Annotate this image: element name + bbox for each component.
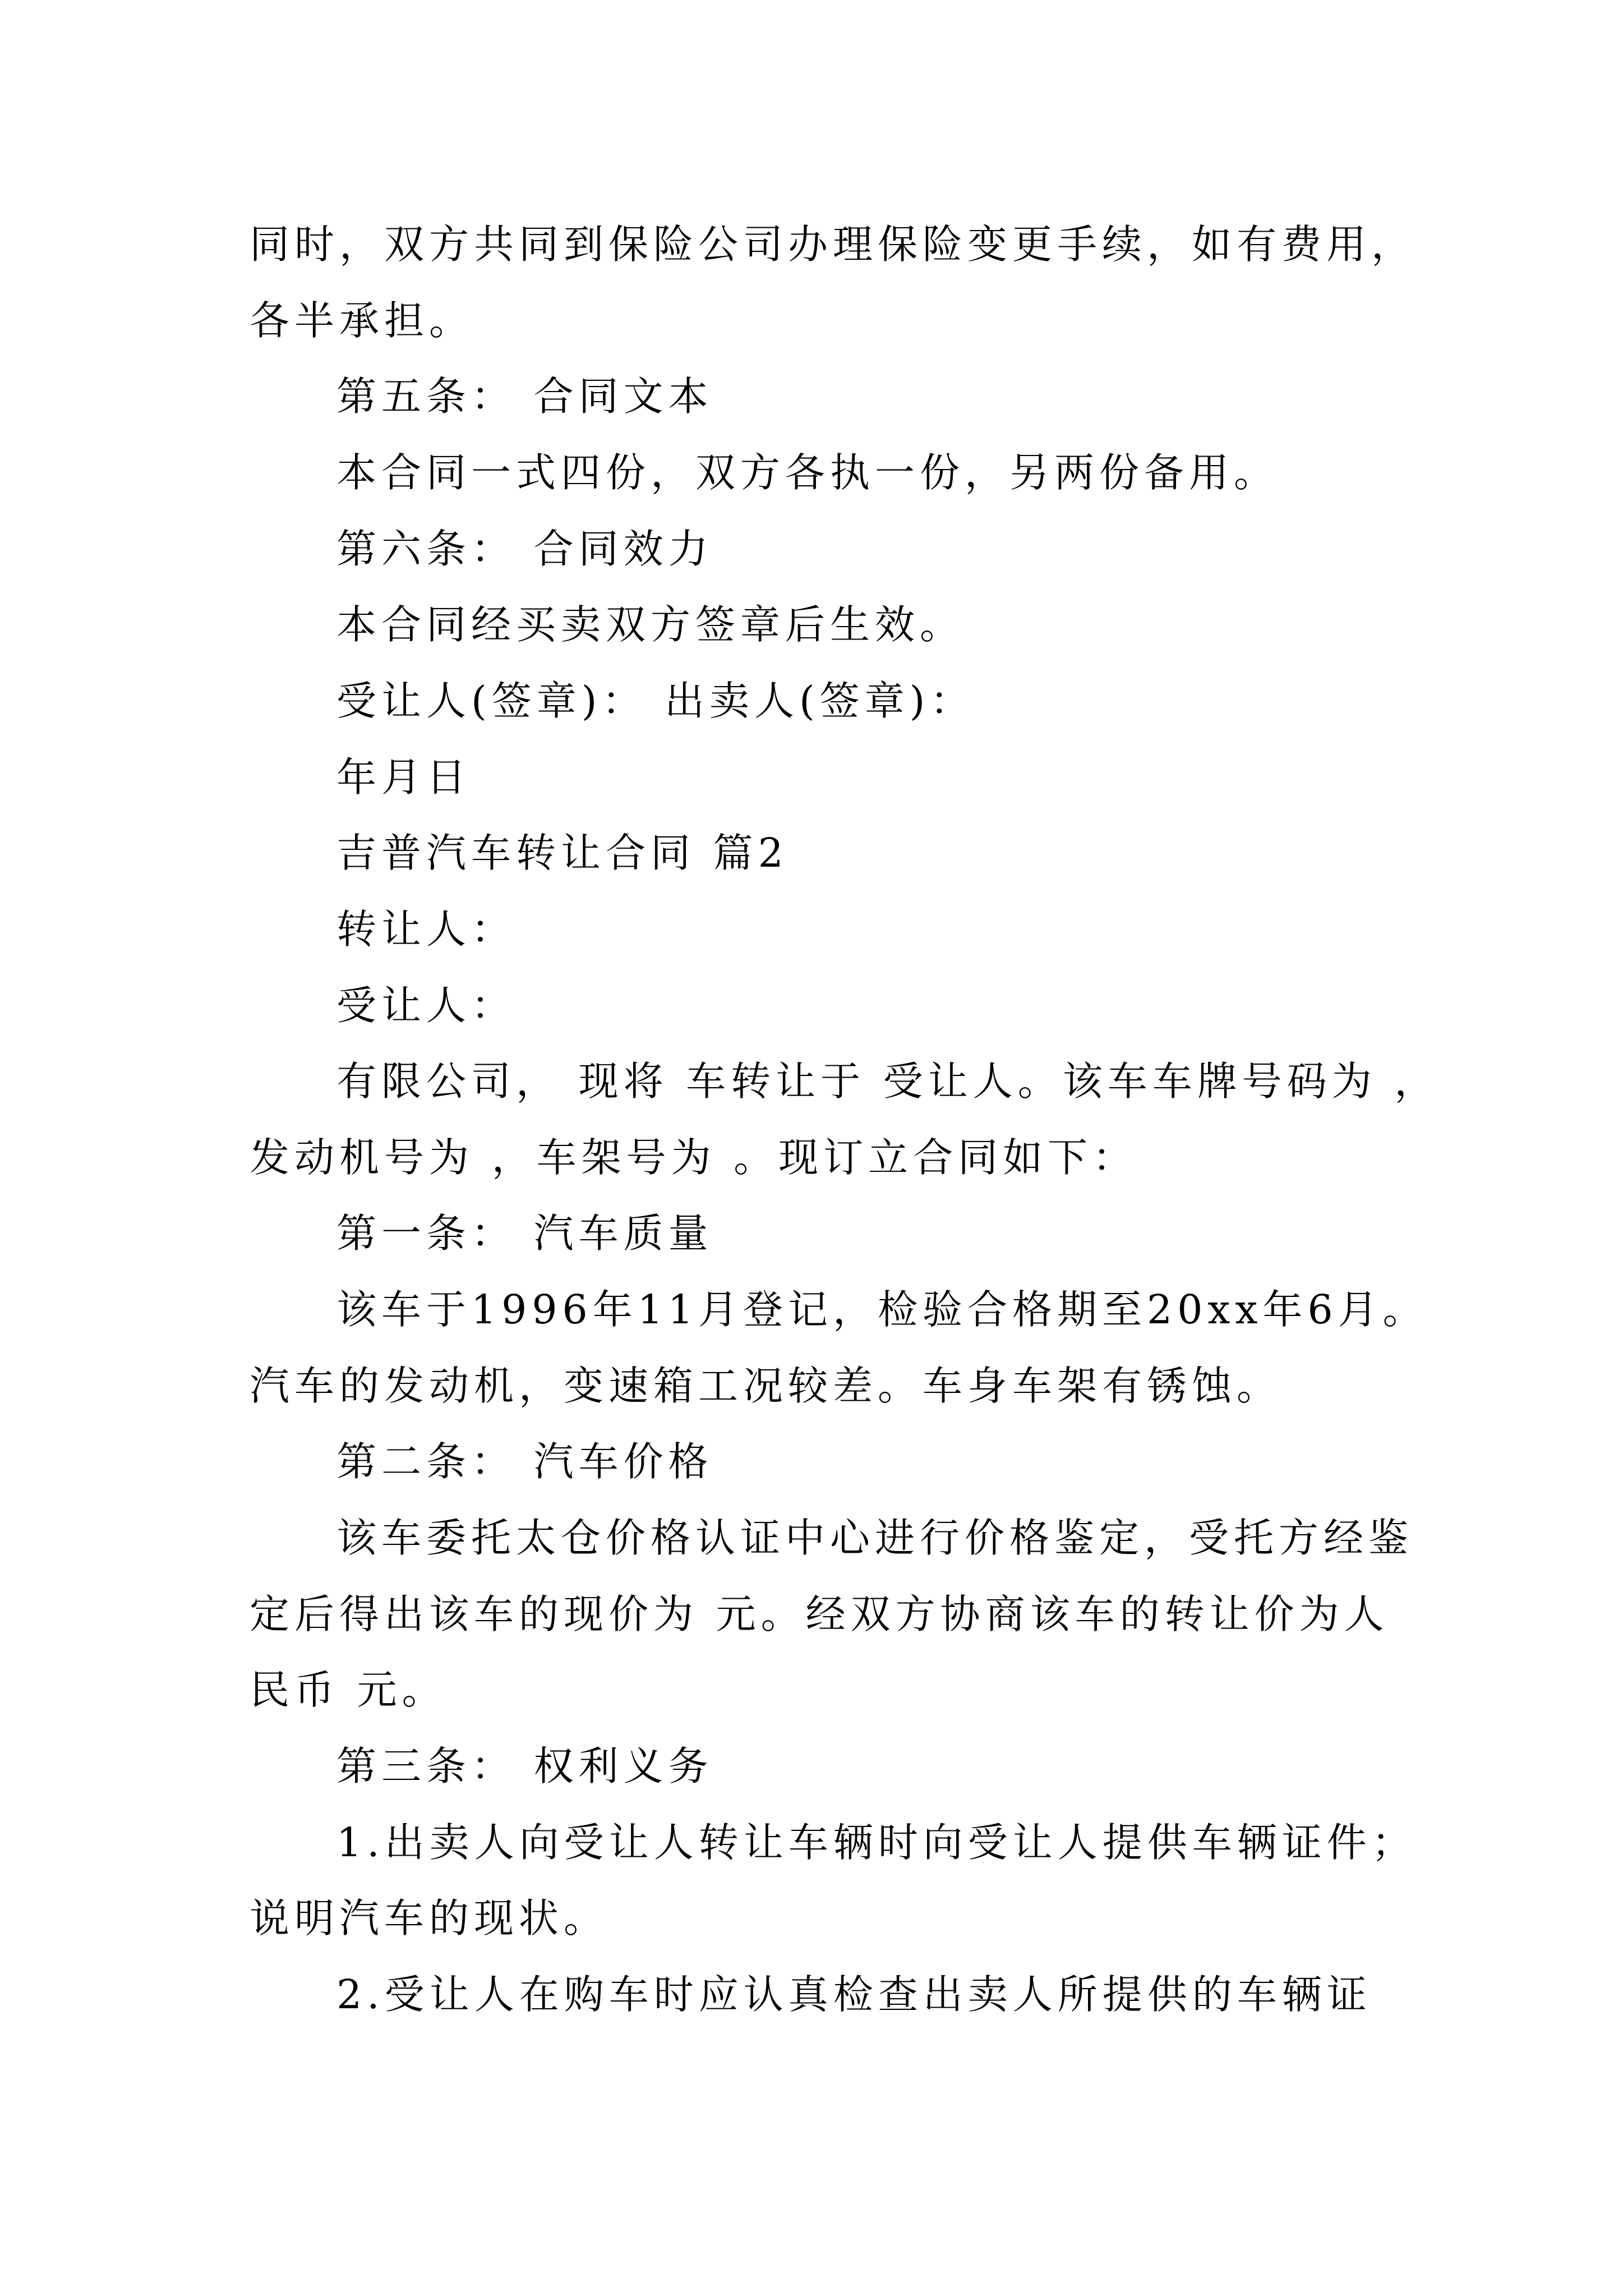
article-heading: 第六条： 合同效力 [336,526,713,572]
article-heading: 第二条： 汽车价格 [336,1438,713,1485]
text-line: 本合同经买卖双方签章后生效。 [336,601,965,648]
text-line: 2.受让人在购车时应认真检查出卖人所提供的车辆证 [336,1971,1372,2018]
text-line: 1.出卖人向受让人转让车辆时向受让人提供车辆证件； [336,1819,1417,1866]
text-line: 汽车的发动机，变速箱工况较差。车身车架有锈蚀。 [250,1363,1282,1409]
text-line: 该车委托太仓价格认证中心进行价格鉴定，受托方经鉴 [336,1515,1414,1561]
text-line: 发动机号为 ，车架号为 。现订立合同如下： [250,1134,1138,1181]
article-heading: 第五条： 合同文本 [336,373,713,420]
text-line: 该车于1996年11月登记，检验合格期至20xx年6月。 [336,1286,1428,1333]
date-line: 年月日 [336,754,472,800]
article-heading: 第一条： 汽车质量 [336,1210,713,1257]
party-line: 转让人： [336,906,517,953]
text-line: 同时，双方共同到保险公司办理保险变更手续，如有费用， [250,221,1417,268]
text-line: 本合同一式四份，双方各执一份，另两份备用。 [336,449,1279,496]
article-heading: 第三条： 权利义务 [336,1743,713,1789]
section-title: 吉普汽车转让合同 篇2 [336,830,789,876]
party-line: 受让人： [336,982,517,1029]
text-line: 定后得出该车的现价为 元。经双方协商该车的转让价为人 [250,1591,1389,1637]
text-line: 各半承担。 [250,297,474,344]
text-line: 民币 元。 [250,1667,447,1713]
text-line: 说明汽车的现状。 [250,1895,609,1941]
text-line: 有限公司， 现将 车转让于 受让人。该车车牌号码为 ， [336,1058,1440,1105]
signature-line: 受让人(签章)： 出卖人(签章)： [336,678,975,724]
